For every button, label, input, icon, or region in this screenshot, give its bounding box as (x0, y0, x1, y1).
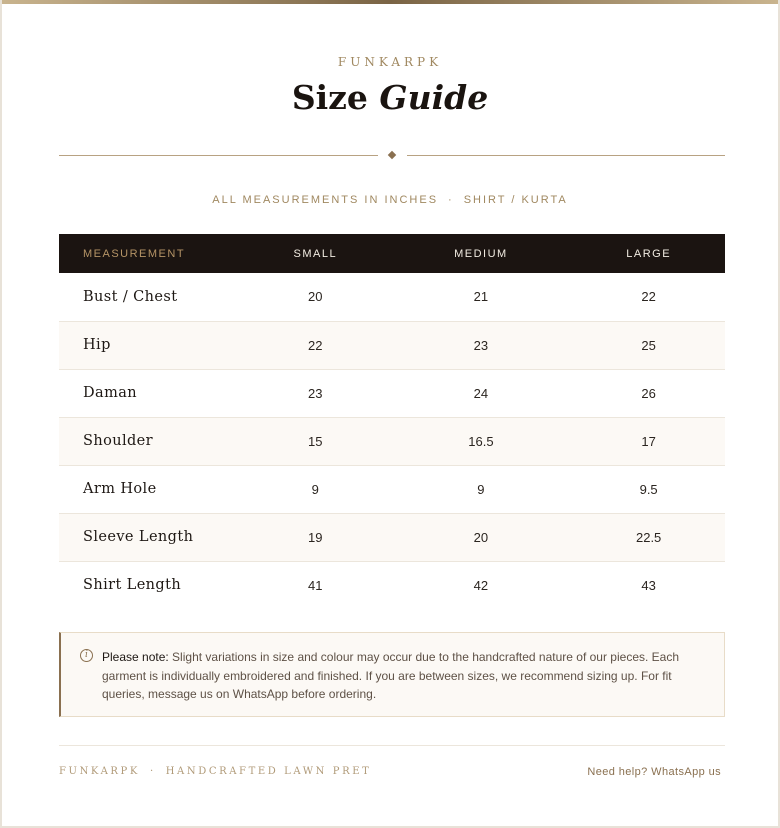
subtitle-units: ALL MEASUREMENTS IN INCHES (212, 194, 439, 206)
title-plain: Size (291, 78, 380, 117)
row-label: Daman (83, 385, 138, 401)
divider-right (407, 155, 725, 156)
cell-medium: 23 (473, 337, 489, 353)
footer-brand-name: FUNKARPK (59, 766, 140, 777)
cell-small: 41 (308, 577, 323, 593)
cell-medium: 24 (473, 385, 489, 401)
note-lead: Please note: (102, 650, 169, 664)
footer-help (587, 766, 721, 778)
column-header-large: LARGE (626, 247, 672, 260)
table-row (59, 369, 725, 417)
cell-small: 22 (308, 337, 323, 353)
cell-medium: 9 (477, 481, 485, 497)
column-header-medium: MEDIUM (454, 247, 508, 260)
divider-left (59, 155, 378, 156)
footer-separator: · (149, 766, 156, 777)
cell-medium: 21 (473, 289, 489, 305)
column-header-measurement: MEASUREMENT (83, 247, 186, 260)
cell-small: 15 (308, 433, 323, 449)
cell-small: 23 (308, 385, 323, 401)
row-label: Bust / Chest (83, 288, 178, 305)
diamond-ornament-icon (388, 151, 396, 159)
table-row (59, 513, 725, 561)
cell-medium: 20 (473, 529, 489, 545)
subtitle-category: SHIRT / KURTA (463, 194, 568, 206)
cell-large: 9.5 (639, 481, 658, 497)
row-label: Arm Hole (83, 481, 157, 497)
table-header-row (59, 234, 725, 273)
table-row (59, 417, 725, 465)
row-label: Shirt Length (83, 577, 182, 594)
cell-small: 9 (311, 481, 319, 497)
cell-large: 25 (641, 337, 656, 353)
cell-small: 19 (308, 529, 323, 545)
column-header-small: SMALL (293, 247, 338, 260)
table-row (59, 273, 725, 321)
cell-large: 43 (641, 577, 656, 593)
size-table (59, 234, 725, 609)
fit-note (59, 632, 725, 717)
footer-tagline: HANDCRAFTED LAWN PRET (165, 766, 372, 777)
help-text: Need help? (587, 766, 648, 778)
table-row (59, 465, 725, 513)
table-row (59, 321, 725, 369)
subtitle (2, 194, 778, 206)
cell-medium: 42 (473, 577, 489, 593)
brand-name: FUNKARPK (337, 55, 443, 69)
table-row (59, 561, 725, 609)
row-label: Hip (83, 337, 111, 353)
info-icon: i (80, 649, 93, 662)
row-label: Sleeve Length (83, 529, 194, 545)
cell-large: 26 (641, 385, 656, 401)
cell-large: 17 (641, 433, 656, 449)
cell-medium: 16.5 (468, 433, 494, 449)
cell-large: 22 (641, 289, 656, 305)
page-title (2, 76, 778, 120)
cell-small: 20 (308, 289, 323, 305)
title-emphasis: Guide (379, 78, 489, 117)
row-label: Shoulder (83, 433, 153, 449)
footer-brand (59, 766, 371, 777)
top-accent-bar (2, 0, 778, 4)
subtitle-separator: · (448, 194, 454, 206)
footer-divider (59, 745, 725, 746)
whatsapp-link[interactable]: WhatsApp us (651, 766, 721, 778)
cell-large: 22.5 (635, 529, 662, 545)
note-body: Slight variations in size and colour may occur due to the handcrafted nature of our pieces. Each garment is individually embroidered and finished. If you are between sizes, we recommend sizing up. For fit queries, message us on WhatsApp before ordering. (102, 650, 680, 701)
